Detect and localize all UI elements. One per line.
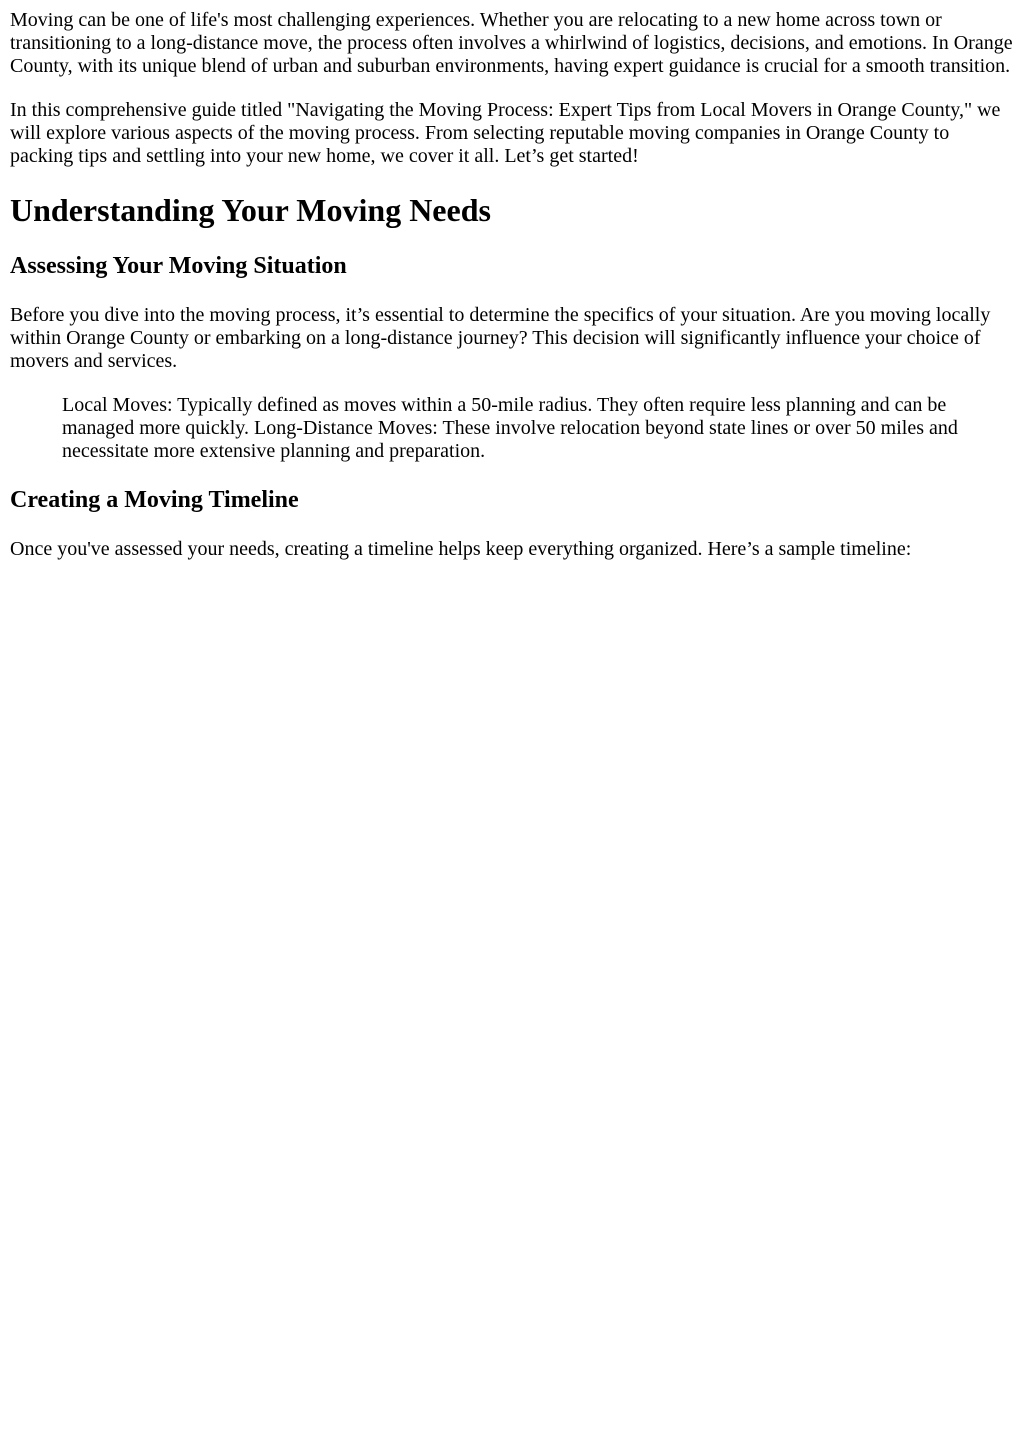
subsection-heading-timeline: Creating a Moving Timeline <box>10 487 299 513</box>
section-heading: Understanding Your Moving Needs <box>10 192 491 228</box>
intro-paragraph-1: Moving can be one of life's most challenging experiences. Whether you are relocating to a new home across town or transitioning to a long-distance move, the process often involves a whirlwind of logistics, decisions, and emotions. In Orange County, with its unique blend of urban and suburban environments, having expert guidance is crucial for a smooth transition. <box>10 9 1013 77</box>
assessing-paragraph: Before you dive into the moving process, it’s essential to determine the specifics of your situation. Are you moving locally within Orange County or embarking on a long-distance journey? This decision will significantly influence your choice of movers and services. <box>10 304 991 372</box>
document-page <box>0 9 1024 561</box>
move-types-blockquote: Local Moves: Typically defined as moves within a 50-mile radius. They often require less planning and can be managed more quickly. Long-Distance Moves: These involve relocation beyond state lines or over 50 miles and necessitate more extensive planning and preparation. <box>62 394 958 462</box>
subsection-heading-assessing: Assessing Your Moving Situation <box>10 253 347 279</box>
timeline-paragraph: Once you've assessed your needs, creating a timeline helps keep everything organized. Here’s a sample timeline: <box>10 538 912 560</box>
intro-paragraph-2: In this comprehensive guide titled "Navigating the Moving Process: Expert Tips from Local Movers in Orange County," we will explore various aspects of the moving process. From selecting reputable moving companies in Orange County to packing tips and settling into your new home, we cover it all. Let’s get started! <box>10 99 1001 167</box>
